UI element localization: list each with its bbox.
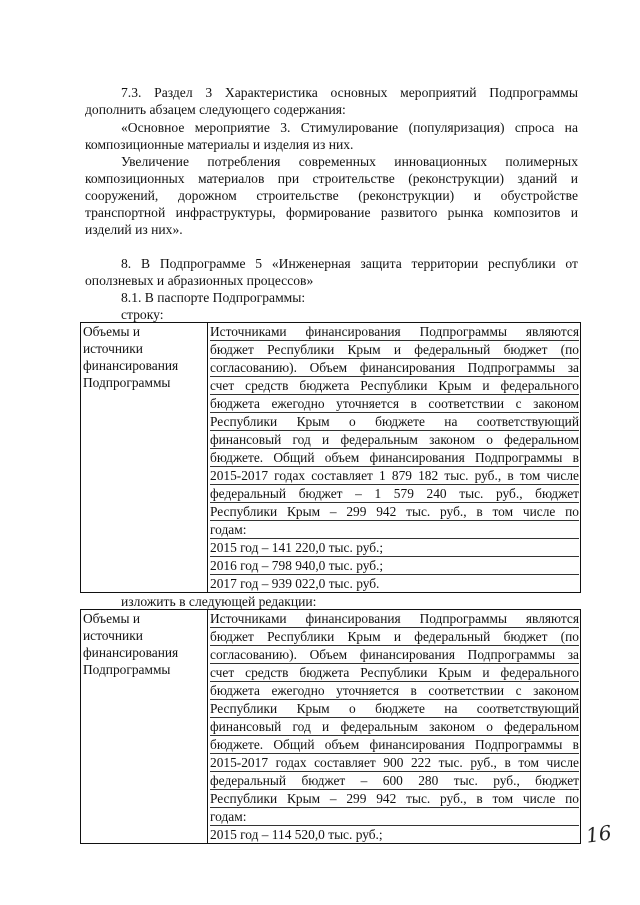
- text-line: счет средств бюджета Республики Крым и федерального: [210, 378, 579, 393]
- passport-table-old: [80, 322, 581, 593]
- table-label-cell: [81, 323, 208, 593]
- label-line: Подпрограммы: [83, 375, 171, 390]
- text-line: 2015-2017 годах составляет 900 222 тыс. руб., в том числе: [210, 755, 579, 770]
- text-line: бюджет Республики Крым и федеральный бюджет (по: [210, 629, 579, 644]
- text-line: бюджета ежегодно уточняется в соответствии с законом: [210, 396, 579, 411]
- text-line: финансовый год и федеральным законом о федеральном: [210, 719, 579, 734]
- section-7-3-quote-2: Увеличение потребления современных инновационных полимерных композиционных материалов при строительстве (реконструкции) зданий и сооружений, дорожном строительстве (реконструкции) и обустройстве транспортной инфраструктуры, формирование развитого рынка композитов и изделий из них».: [85, 154, 578, 237]
- passport-table-new: [80, 609, 581, 844]
- table-row: [81, 323, 581, 593]
- label-line: Объемы и: [83, 324, 141, 339]
- text-line: бюджета ежегодно уточняется в соответствии с законом: [210, 683, 579, 698]
- text-line: бюджете. Общий объем финансирования Подпрограммы в: [210, 737, 579, 752]
- section-8-heading: 8. В Подпрограмме 5 «Инженерная защита территории республики от оползневых и абразионных процессов»: [85, 256, 578, 288]
- text-line: Республики Крым о бюджете на соответствующий: [210, 701, 579, 716]
- table-text-cell: [208, 323, 581, 593]
- text-line: Республики Крым – 299 942 тыс. руб., в том числе по: [210, 791, 579, 806]
- text-line: федеральный бюджет – 1 579 240 тыс. руб., бюджет: [210, 486, 579, 501]
- label-line: финансирования: [83, 358, 179, 373]
- label-line: источники: [83, 628, 143, 643]
- text-line: бюджете. Общий объем финансирования Подпрограммы в: [210, 450, 579, 465]
- year-line: 2016 год – 798 940,0 тыс. руб.;: [210, 557, 579, 575]
- replace-label: изложить в следующей редакции:: [121, 594, 317, 609]
- text-line: счет средств бюджета Республики Крым и федерального: [210, 665, 579, 680]
- text-line: годам:: [210, 521, 579, 539]
- text-line: Республики Крым о бюджете на соответствующий: [210, 414, 579, 429]
- page-number: 16: [584, 820, 613, 848]
- year-line: 2015 год – 141 220,0 тыс. руб.;: [210, 539, 579, 557]
- text-line: бюджет Республики Крым и федеральный бюджет (по: [210, 342, 579, 357]
- text-line: согласованию). Объем финансирования Подпрограммы за: [210, 647, 579, 662]
- text-line: федеральный бюджет – 600 280 тыс. руб., бюджет: [210, 773, 579, 788]
- row-label: строку:: [121, 307, 164, 322]
- section-7-3-quote-1: «Основное мероприятие 3. Стимулирование (популяризация) спроса на композиционные материалы и изделия из них.: [85, 120, 578, 152]
- year-line: 2015 год – 114 520,0 тыс. руб.;: [210, 827, 383, 842]
- text-line: Источниками финансирования Подпрограммы являются: [210, 611, 579, 626]
- text-line: Источниками финансирования Подпрограммы являются: [210, 324, 579, 339]
- label-line: Подпрограммы: [83, 662, 171, 677]
- table-text-cell: [208, 610, 581, 844]
- label-line: Объемы и: [83, 611, 141, 626]
- text-line: годам:: [210, 808, 579, 826]
- text-line: 2015-2017 годах составляет 1 879 182 тыс. руб., в том числе: [210, 468, 579, 483]
- text-line: Республики Крым – 299 942 тыс. руб., в том числе по: [210, 504, 579, 519]
- year-line: 2017 год – 939 022,0 тыс. руб.: [210, 576, 380, 591]
- label-line: источники: [83, 341, 143, 356]
- text-line: финансовый год и федеральным законом о федеральном: [210, 432, 579, 447]
- section-8-1-heading: 8.1. В паспорте Подпрограммы:: [121, 290, 306, 305]
- table-label-cell: [81, 610, 208, 844]
- table-row: [81, 610, 581, 844]
- label-line: финансирования: [83, 645, 179, 660]
- text-line: согласованию). Объем финансирования Подпрограммы за: [210, 360, 579, 375]
- section-7-3-heading: 7.3. Раздел 3 Характеристика основных мероприятий Подпрограммы дополнить абзацем следующего содержания:: [85, 85, 578, 117]
